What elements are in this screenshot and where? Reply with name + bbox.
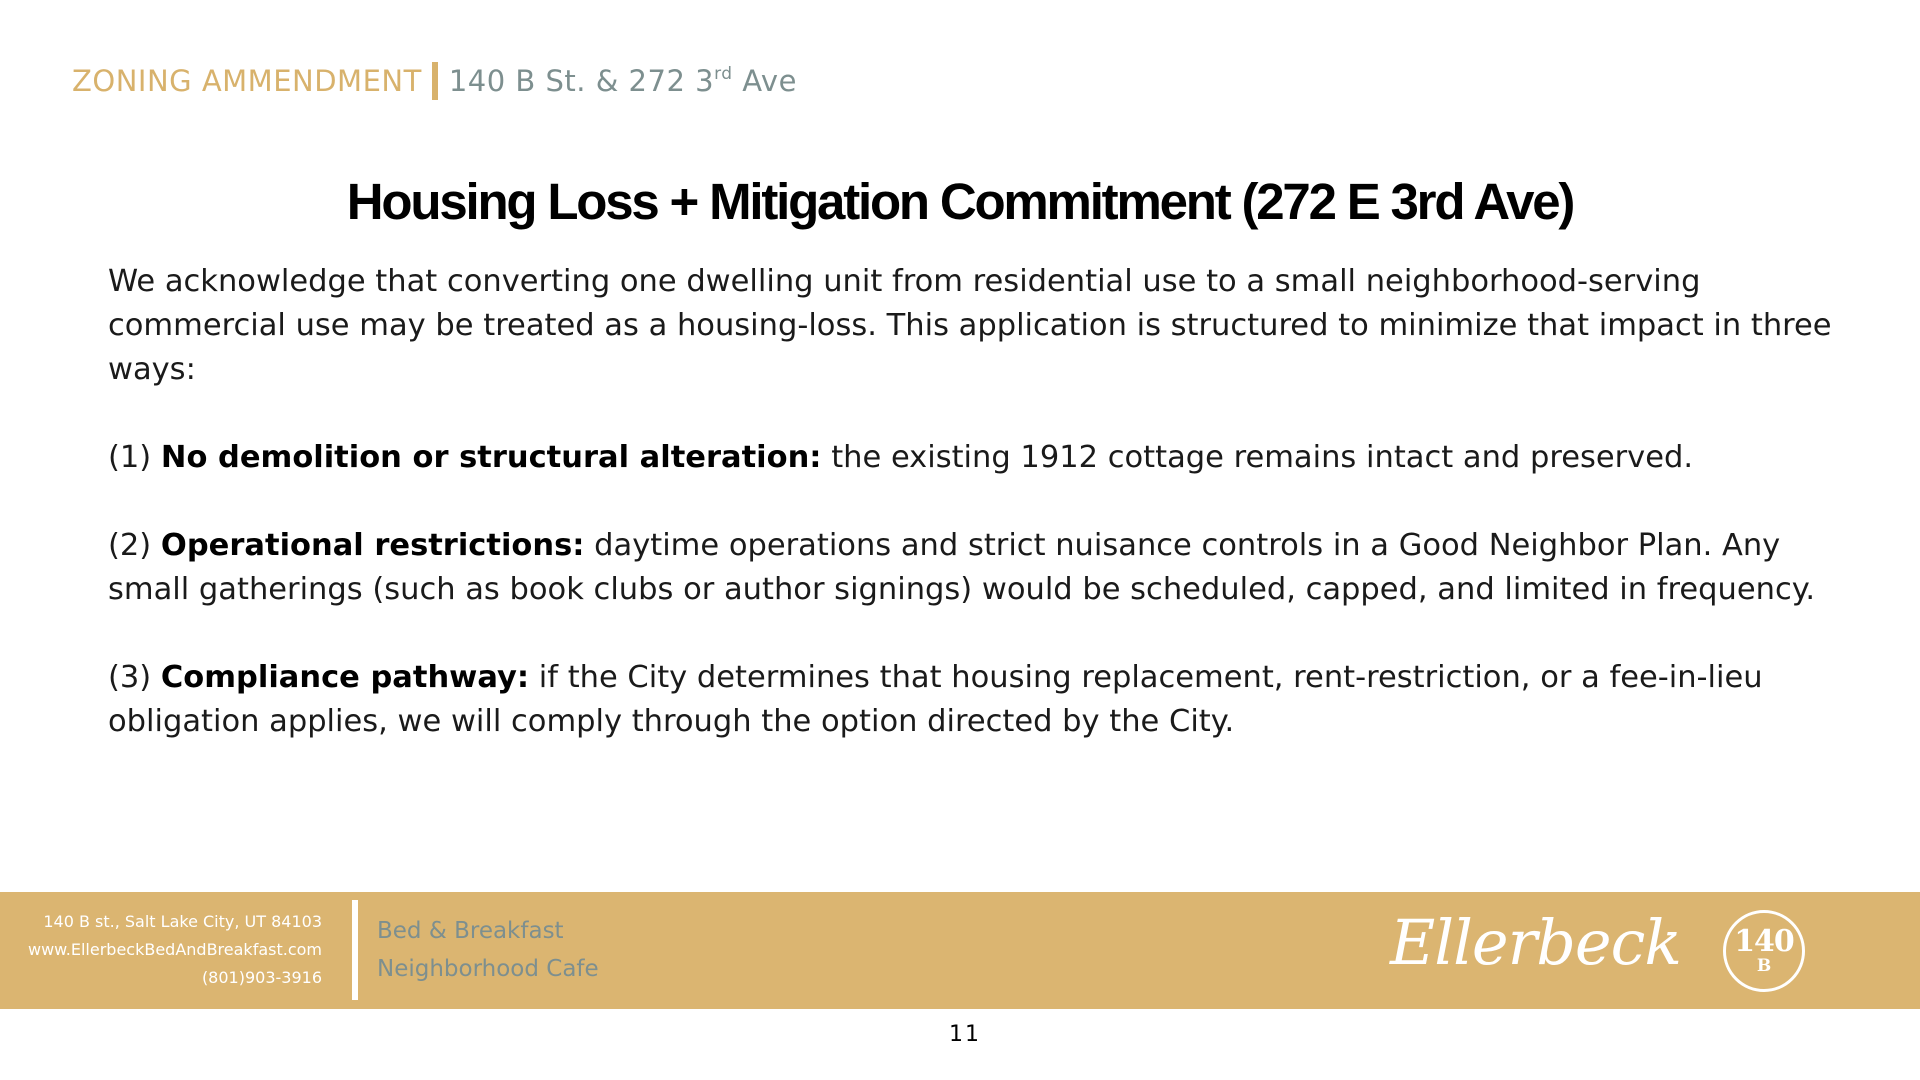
logo-badge <box>1723 910 1805 992</box>
item-text: the existing 1912 cottage remains intact and preserved. <box>831 440 1694 475</box>
service-bed-breakfast: Bed & Breakfast <box>377 918 564 944</box>
item-number: (3) <box>108 660 152 695</box>
item-heading: No demolition or structural alteration: <box>160 440 822 475</box>
footer-website: www.EllerbeckBedAndBreakfast.com <box>28 940 322 959</box>
item-heading: Compliance pathway: <box>160 660 530 695</box>
footer-band <box>0 892 1920 1009</box>
badge-number: 140 <box>1734 924 1794 959</box>
mitigation-item-2 <box>108 524 1848 612</box>
service-cafe: Neighborhood Cafe <box>377 956 599 982</box>
badge-letter: B <box>1756 956 1772 976</box>
page-number: 11 <box>949 1022 981 1047</box>
footer-divider <box>352 900 358 1000</box>
item-number: (1) <box>108 440 152 475</box>
footer-services <box>377 912 599 988</box>
slide-body <box>108 260 1848 744</box>
header-address-prefix: 140 B St. & 272 3 <box>448 64 715 98</box>
footer-phone: (801)903-3916 <box>201 968 322 987</box>
header-address-suffix: Ave <box>732 64 797 98</box>
item-number: (2) <box>108 528 152 563</box>
item-heading: Operational restrictions: <box>160 528 585 563</box>
page-title: Housing Loss + Mitigation Commitment (272 E 3rd Ave) <box>346 173 1574 230</box>
item-text: daytime operations and strict nuisance controls in a Good Neighbor Plan. Any small gatherings (such as book clubs or author signings) would be scheduled, capped, and limited in frequency. <box>108 528 1816 607</box>
mitigation-item-1 <box>108 436 1848 480</box>
slide-header <box>72 62 797 100</box>
footer-address: 140 B st., Salt Lake City, UT 84103 <box>43 912 322 931</box>
mitigation-item-3 <box>108 656 1848 744</box>
footer-contact <box>28 908 322 992</box>
header-divider <box>432 62 438 100</box>
header-address <box>449 64 797 98</box>
section-label: ZONING AMMENDMENT <box>72 64 422 98</box>
intro-paragraph: We acknowledge that converting one dwelling unit from residential use to a small neighborhood-serving commercial use may be treated as a housing-loss. This application is structured to minimize that impact in three ways: <box>108 264 1832 387</box>
ellerbeck-logo: Ellerbeck <box>1390 906 1681 979</box>
header-address-sup: rd <box>714 64 733 84</box>
item-text: if the City determines that housing replacement, rent-restriction, or a fee-in-lieu obligation applies, we will comply through the option directed by the City. <box>108 660 1763 739</box>
